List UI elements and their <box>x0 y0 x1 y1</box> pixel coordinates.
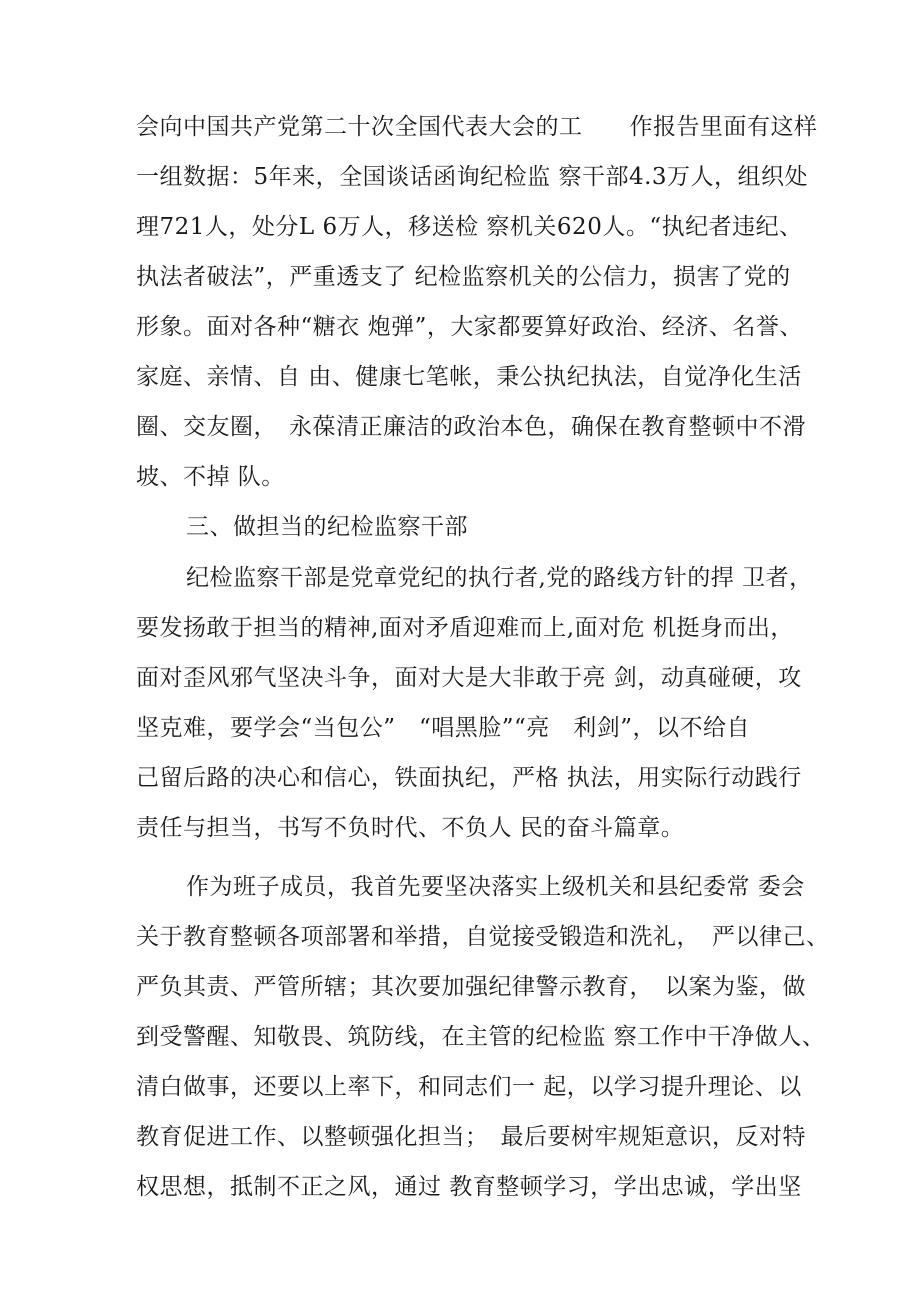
paragraph-line: 责任与担当，书写不负时代、不负人 民的奋斗篇章。 <box>136 815 685 841</box>
paragraph-line: 教育促进工作、以整顿强化担当； 最后要树牢规矩意识，反对特 <box>136 1124 806 1150</box>
paragraph-line: 作为班子成员，我首先要坚决落实上级机关和县纪委常 委会 <box>186 874 805 900</box>
paragraph-line: 权思想，抵制不正之风，通过 教育整顿学习，学出忠诚，学出坚 <box>136 1174 802 1200</box>
paragraph-line: 家庭、亲情、自 由、健康七笔帐，秉公执纪执法，自觉净化生活 <box>136 364 802 390</box>
paragraph-line: 执法者破法”，严重透支了 纪检监察机关的公信力，损害了党的 <box>136 264 791 290</box>
section-heading: 三、做担当的纪检监察干部 <box>186 514 468 540</box>
paragraph-line: 清白做事，还要以上率下，和同志们一 起，以学习提升理论、以 <box>136 1074 802 1100</box>
paragraph-line: 严负其责、严管所辖；其次要加强纪律警示教育， 以案为鉴，做 <box>136 974 806 1000</box>
paragraph-line: 会向中国共产党第二十次全国代表大会的工 作报告里面有这样 <box>136 114 818 140</box>
paragraph-line: 关于教育整顿各项部署和举措，自觉接受锻造和洗礼， 严以律己、 <box>136 924 830 950</box>
paragraph-line: 形象。面对各种“糖衣 炮弹”，大家都要算好政治、经济、名誉、 <box>136 314 803 340</box>
paragraph-line: 纪检监察干部是党章党纪的执行者,党的路线方针的捍 卫者， <box>186 565 813 591</box>
paragraph-line: 一组数据：5年来，全国谈话函询纪检监 察干部4.3万人，组织处 <box>136 164 809 190</box>
paragraph-line: 理721人，处分L 6万人，移送检 察机关620人。“执纪者违纪、 <box>136 214 803 240</box>
paragraph-line: 坡、不掉 队。 <box>136 464 285 490</box>
paragraph-line: 面对歪风邪气坚决斗争，面对大是大非敢于亮 剑，动真碰硬，攻 <box>136 665 802 691</box>
paragraph-line: 圈、交友圈， 永葆清正廉洁的政治本色，确保在教育整顿中不滑 <box>136 414 806 440</box>
paragraph-line: 己留后路的决心和信心，铁面执纪，严格 执法，用实际行动践行 <box>136 765 802 791</box>
paragraph-line: 坚克难，要学会“当包公” “唱黑脸”“亮 利剑”，以不给自 <box>136 715 751 741</box>
paragraph-line: 要发扬敢于担当的精神,面对矛盾迎难而上,面对危 机挺身而出， <box>136 615 794 641</box>
paragraph-line: 到受警醒、知敬畏、筑防线，在主管的纪检监 察工作中干净做人、 <box>136 1024 826 1050</box>
